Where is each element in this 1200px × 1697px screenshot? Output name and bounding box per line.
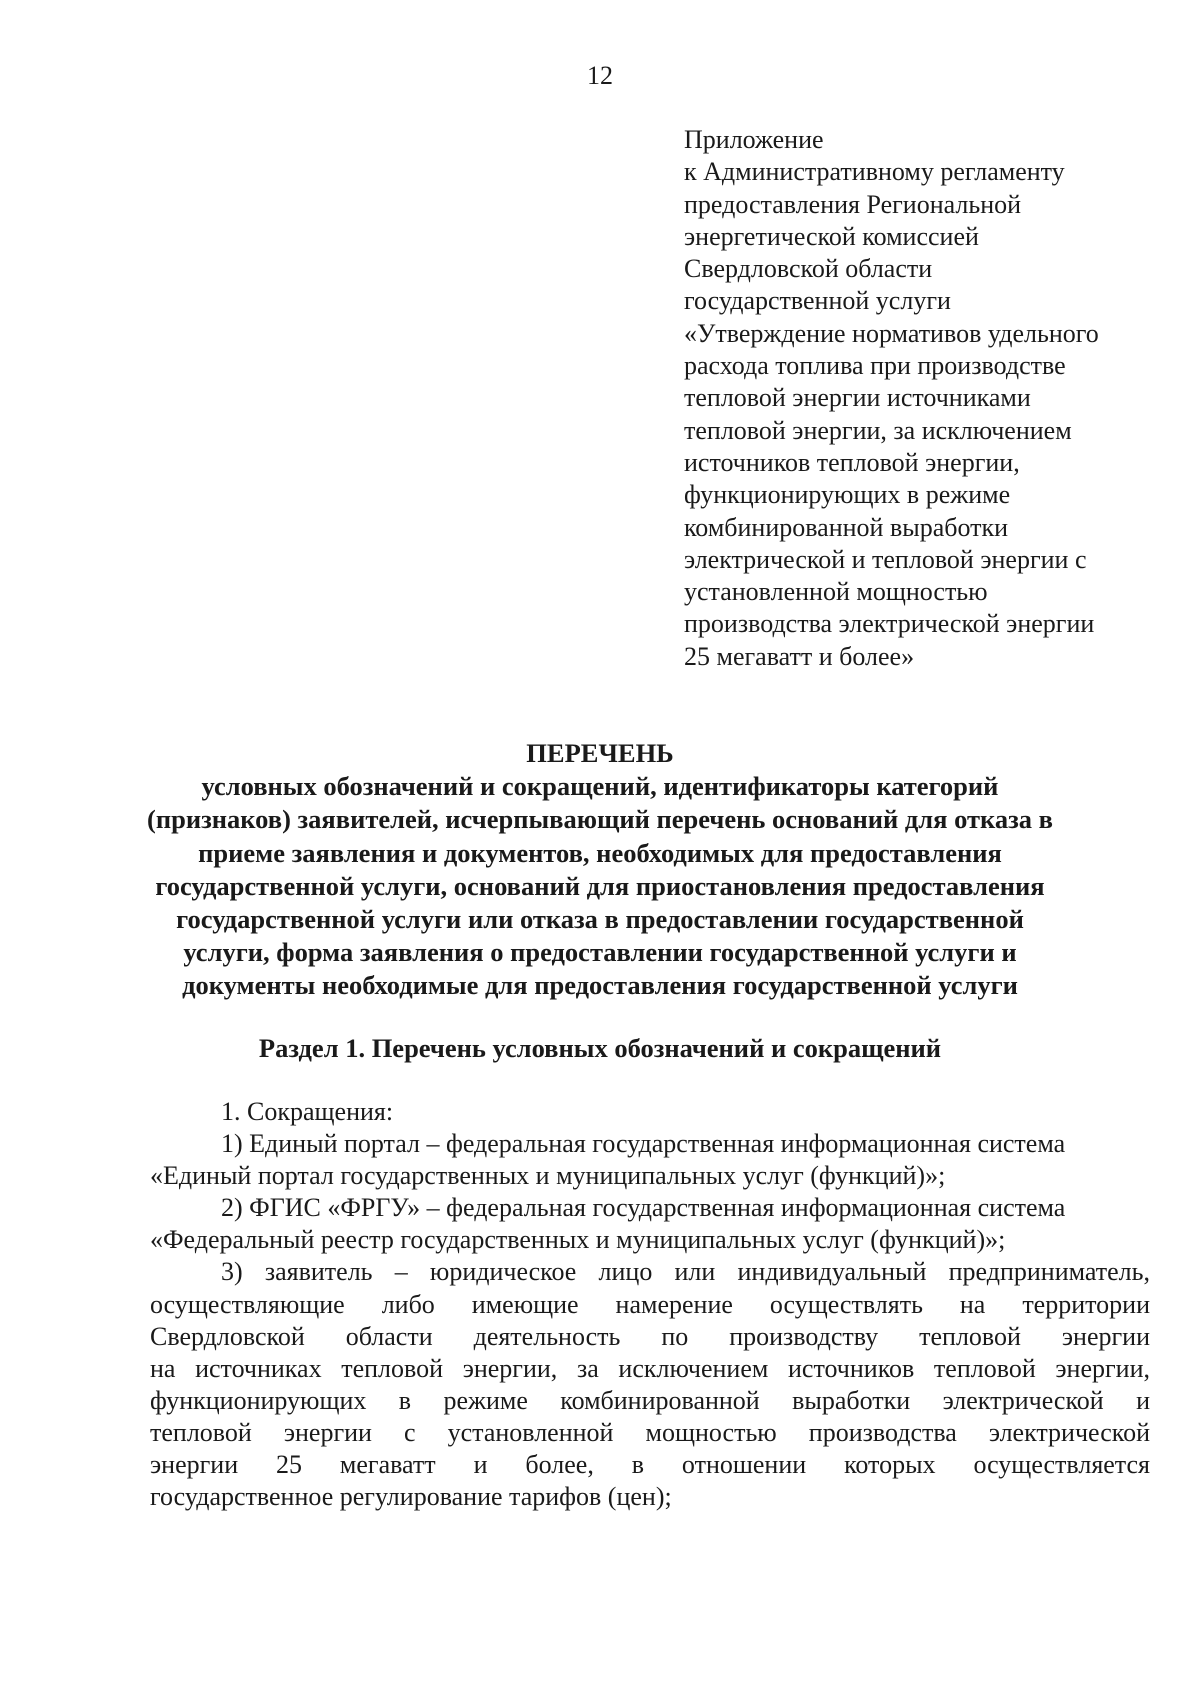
appendix-line: государственной услуги: [684, 286, 951, 316]
document-title: [120, 737, 1080, 1003]
appendix-line: тепловой энергии источниками: [684, 383, 1031, 413]
appendix-line: расхода топлива при производстве: [684, 351, 1066, 381]
item-2-line: 2) ФГИС «ФРГУ» – федеральная государственная информационная система: [221, 1193, 1066, 1223]
item-3-line: тепловой энергии с установленной мощностью производства электрической: [150, 1417, 1150, 1447]
item-2-line: «Федеральный реестр государственных и муниципальных услуг (функций)»;: [150, 1225, 1006, 1255]
section-heading: Раздел 1. Перечень условных обозначений и сокращений: [258, 1033, 942, 1063]
appendix-line: функционирующих в режиме: [684, 480, 1011, 510]
title-line: услуги, форма заявления о предоставлении государственной услуги и: [183, 937, 1017, 968]
appendix-line: комбинированной выработки: [684, 512, 1009, 542]
item-3-line: на источниках тепловой энергии, за исключением источников тепловой энергии,: [150, 1353, 1150, 1383]
appendix-line: предоставления Региональной: [684, 189, 1022, 219]
item-3-line: осуществляющие либо имеющие намерение осуществлять на территории: [150, 1289, 1150, 1319]
title-line: государственной услуги или отказа в предоставлении государственной: [176, 904, 1024, 935]
appendix-line: установленной мощностью: [684, 577, 988, 607]
item-3-line: Свердловской области деятельность по производству тепловой энергии: [150, 1321, 1150, 1351]
appendix-line: Приложение: [684, 125, 824, 154]
title-heading: ПЕРЕЧЕНЬ: [526, 738, 674, 768]
appendix-note: [684, 124, 1184, 673]
title-line: приеме заявления и документов, необходимых для предоставления: [198, 837, 1002, 868]
item-3-line: энергии 25 мегаватт и более, в отношении которых осуществляется: [150, 1450, 1150, 1480]
appendix-line: 25 мегаватт и более»: [684, 641, 915, 671]
section-body: [150, 1096, 1150, 1513]
title-line: (признаков) заявителей, исчерпывающий перечень оснований для отказа в: [147, 804, 1053, 835]
title-line: документы необходимые для предоставления государственной услуги: [182, 970, 1018, 1001]
title-line: государственной услуги, оснований для приостановления предоставления: [155, 870, 1045, 901]
title-line: условных обозначений и сокращений, идентификаторы категорий: [201, 771, 999, 802]
appendix-line: электрической и тепловой энергии с: [684, 544, 1087, 574]
appendix-line: энергетической комиссией: [684, 221, 979, 251]
appendix-line: Свердловской области: [684, 254, 933, 284]
section-intro: 1. Сокращения:: [221, 1097, 394, 1126]
item-1-line: 1) Единый портал – федеральная государственная информационная система: [221, 1129, 1066, 1159]
item-3-line: 3) заявитель – юридическое лицо или индивидуальный предприниматель,: [221, 1257, 1150, 1287]
appendix-line: источников тепловой энергии,: [684, 447, 1020, 477]
appendix-line: «Утверждение нормативов удельного: [684, 318, 1099, 348]
item-3-line: государственное регулирование тарифов (цен);: [150, 1482, 672, 1512]
appendix-line: тепловой энергии, за исключением: [684, 415, 1072, 445]
page-number: 12: [587, 61, 613, 90]
item-3-line: функционирующих в режиме комбинированной выработки электрической и: [150, 1385, 1150, 1415]
item-1-line: «Единый портал государственных и муниципальных услуг (функций)»;: [150, 1161, 946, 1191]
appendix-line: производства электрической энергии: [684, 609, 1095, 639]
appendix-line: к Административному регламенту: [684, 157, 1065, 187]
